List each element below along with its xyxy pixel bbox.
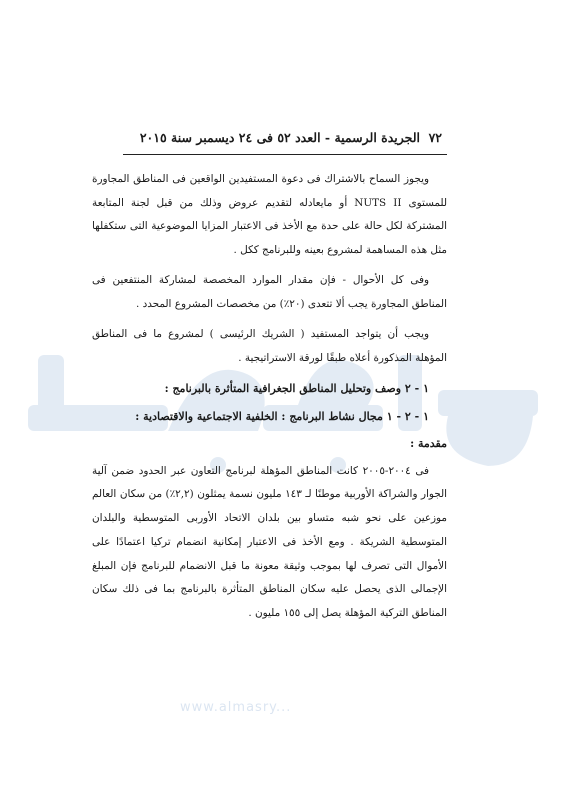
header-rule: [123, 154, 447, 155]
page-header: [139, 130, 442, 152]
heading-program-scope: ١ - ٢ - ١ مجال نشاط البرنامج : الخلفية الاجتماعية والاقتصادية :: [135, 409, 429, 423]
heading-introduction: مقدمة :: [410, 437, 447, 450]
paragraph-introduction: فى ٢٠٠٤-٢٠٠٥ كانت المناطق المؤهلة لبرنامج التعاون عبر الحدود ضمن آلية الجوار والشراكة الأوربية موطنًا لـ ١٤٣ مليون نسمة يمثلون (٢,٢٪) من سكان العالم موزعين على نحو شبه متساو بين بلدان الاتحاد الأوربى المتوسطية والبلدان المتوسطية الشريكة . ومع الأخذ فى الاعتبار إمكانية انضمام تركيا اعتمادًا على الأموال التى تصرف لها بموجب وثيقة معونة ما قبل الانضمام للبرنامج فإن المبلغ الإجمالى الذى يحصل عليه سكان المناطق المتأثرة بالبرنامج بما فى ذلك سكان المناطق التركية المؤهلة يصل إلى ١٥٥ مليون .: [92, 464, 447, 620]
paragraph-joint-participation: ويجوز السماح بالاشتراك فى دعوة المستفيدين الواقعين فى المناطق المجاورة للمستوى NUTS II أو مايعادله لتقديم عروض وذلك من قبل لجنة المتابعة المشتركة لكل حالة على حدة مع الأخذ فى الاعتبار المزايا الموضوعية التى ستكفلها مثل هذه المساهمة لمشروع بعينه وللبرنامج ككل .: [92, 173, 447, 256]
page-number: ٧٢: [428, 130, 442, 145]
document-body: [92, 168, 447, 633]
watermark-url: www.almasry...: [180, 700, 292, 715]
gazette-title: الجريدة الرسمية - العدد ٥٢ فى ٢٤ ديسمبر سنة ٢٠١٥: [139, 130, 420, 145]
paragraph-resource-limit: وفى كل الأحوال - فإن مقدار الموارد المخصصة لمشاركة المنتفعين فى المناطق المجاورة يجب ألا تتعدى (٢٠٪) من مخصصات المشروع المحدد .: [92, 274, 447, 310]
paragraph-lead-partner: ويجب أن يتواجد المستفيد ( الشريك الرئيسى ) لمشروع ما فى المناطق المؤهلة المذكورة أعلاه طبقًا لورقة الاستراتيجية .: [92, 328, 447, 364]
heading-geographic-areas: ١ - ٢ وصف وتحليل المناطق الجغرافية المتأثرة بالبرنامج :: [164, 382, 429, 395]
